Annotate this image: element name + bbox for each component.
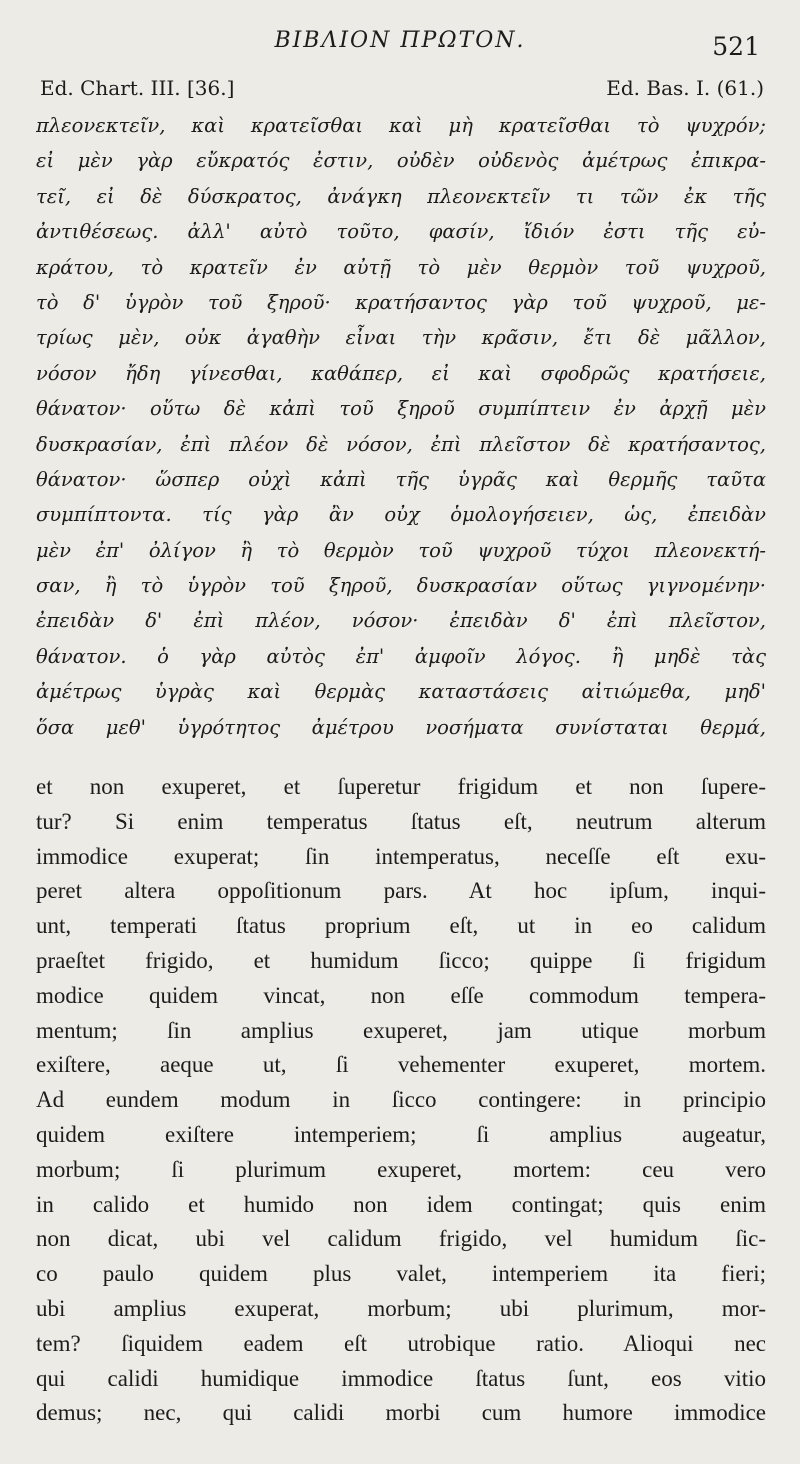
latin-line: tem? ſiquidem eadem eſt utrobique ratio. Alioqui nec — [36, 1330, 766, 1356]
greek-line: δυσκρασίαν, ἐπὶ πλέον δὲ νόσον, ἐπὶ πλεῖστον δὲ κρατήσαντος, — [36, 432, 766, 456]
greek-line: σαν, ἢ τὸ ὑγρὸν τοῦ ξηροῦ, δυσκρασίαν οὕτως γιγνομένην· — [36, 574, 766, 598]
greek-text-block — [36, 108, 766, 745]
greek-line: κράτου, τὸ κρατεῖν ἐν αὐτῇ τὸ μὲν θερμὸν τοῦ ψυχροῦ, — [36, 255, 766, 279]
greek-line: μὲν ἐπ' ὀλίγον ἢ τὸ θερμὸν τοῦ ψυχροῦ τύχοι πλεονεκτή- — [36, 538, 766, 562]
latin-line: modice quidem vincat, non eſſe commodum tempera- — [36, 982, 766, 1008]
latin-line: Ad eundem modum in ſicco contingere: in principio — [36, 1087, 766, 1113]
latin-line: morbum; ſi plurimum exuperet, mortem: ceu vero — [36, 1156, 766, 1182]
greek-line: θάνατον. ὁ γὰρ αὐτὸς ἐπ' ἀμφοῖν λόγος. ἢ μηδὲ τὰς — [36, 644, 766, 668]
latin-line: exiſtere, aeque ut, ſi vehementer exuperet, mortem. — [36, 1052, 766, 1078]
greek-line: θάνατον· ὥσπερ οὐχὶ κἀπὶ τῆς ὑγρᾶς καὶ θερμῆς ταῦτα — [36, 467, 766, 491]
latin-line: quidem exiſtere intemperiem; ſi amplius augeatur, — [36, 1121, 766, 1147]
latin-line: et non exuperet, et ſuperetur frigidum et non ſupere- — [36, 774, 766, 799]
greek-line: θάνατον· οὕτω δὲ κἀπὶ τοῦ ξηροῦ συμπίπτειν ἐν ἀρχῇ μὲν — [36, 397, 766, 421]
greek-line: ὅσα μεθ' ὑγρότητος ἀμέτρου νοσήματα συνίσταται θερμά, — [36, 715, 766, 739]
edition-reference-left: Ed. Chart. III. [36.] — [40, 76, 235, 100]
latin-line: mentum; ſin amplius exuperet, jam utique morbum — [36, 1017, 766, 1043]
greek-line: τεῖ, εἰ δὲ δύσκρατος, ἀνάγκη πλεονεκτεῖν τι τῶν ἐκ τῆς — [36, 184, 766, 208]
greek-line: ἐπειδὰν δ' ἐπὶ πλέον, νόσον· ἐπειδὰν δ' ἐπὶ πλεῖστον, — [36, 609, 766, 633]
latin-line: immodice exuperat; ſin intemperatus, neceſſe eſt exu- — [36, 843, 766, 869]
latin-line: qui calidi humidique immodice ſtatus ſunt, eos vitio — [36, 1365, 766, 1391]
latin-line: tur? Si enim temperatus ſtatus eſt, neutrum alterum — [36, 808, 766, 834]
latin-line: demus; nec, qui calidi morbi cum humore immodice — [36, 1400, 766, 1426]
latin-line: non dicat, ubi vel calidum frigido, vel humidum ſic- — [36, 1226, 766, 1252]
greek-line: εἰ μὲν γὰρ εὔκρατός ἐστιν, οὐδὲν οὐδενὸς ἀμέτρως ἐπικρα- — [36, 149, 766, 173]
latin-line: peret altera oppoſitionum pars. At hoc ipſum, inqui- — [36, 878, 766, 904]
greek-line: πλεονεκτεῖν, καὶ κρατεῖσθαι καὶ μὴ κρατεῖσθαι τὸ ψυχρόν; — [36, 114, 766, 137]
latin-text-block — [36, 770, 766, 1431]
greek-line: ἀμέτρως ὑγρὰς καὶ θερμὰς καταστάσεις αἰτιώμεθα, μηδ' — [36, 680, 766, 704]
greek-line: τὸ δ' ὑγρὸν τοῦ ξηροῦ· κρατήσαντος γὰρ τοῦ ψυχροῦ, με- — [36, 290, 766, 314]
edition-reference-right: Ed. Bas. I. (61.) — [606, 76, 764, 100]
latin-line: ubi amplius exuperat, morbum; ubi plurimum, mor- — [36, 1295, 766, 1321]
latin-line: co paulo quidem plus valet, intemperiem ita fieri; — [36, 1261, 766, 1287]
edition-references — [40, 76, 764, 100]
running-title: ΒΙΒΛΙΟΝ ΠΡΩΤΟΝ. — [274, 28, 526, 53]
page-number: 521 — [712, 32, 760, 61]
greek-line: συμπίπτοντα. τίς γὰρ ἂν οὐχ ὁμολογήσειεν, ὡς, ἐπειδὰν — [36, 503, 766, 527]
greek-line: νόσον ἤδη γίνεσθαι, καθάπερ, εἰ καὶ σφοδρῶς κρατήσειε, — [36, 361, 766, 385]
latin-line: praeſtet frigido, et humidum ſicco; quippe ſi frigidum — [36, 947, 766, 973]
latin-line: unt, temperati ſtatus proprium eſt, ut in eo calidum — [36, 913, 766, 939]
greek-line: τρίως μὲν, οὐκ ἀγαθὴν εἶναι τὴν κρᾶσιν, ἔτι δὲ μᾶλλον, — [36, 326, 766, 350]
greek-line: ἀντιθέσεως. ἀλλ' αὐτὸ τοῦτο, φασίν, ἴδιόν ἐστι τῆς εὐ- — [36, 220, 766, 244]
latin-line: in calido et humido non idem contingat; quis enim — [36, 1191, 766, 1217]
